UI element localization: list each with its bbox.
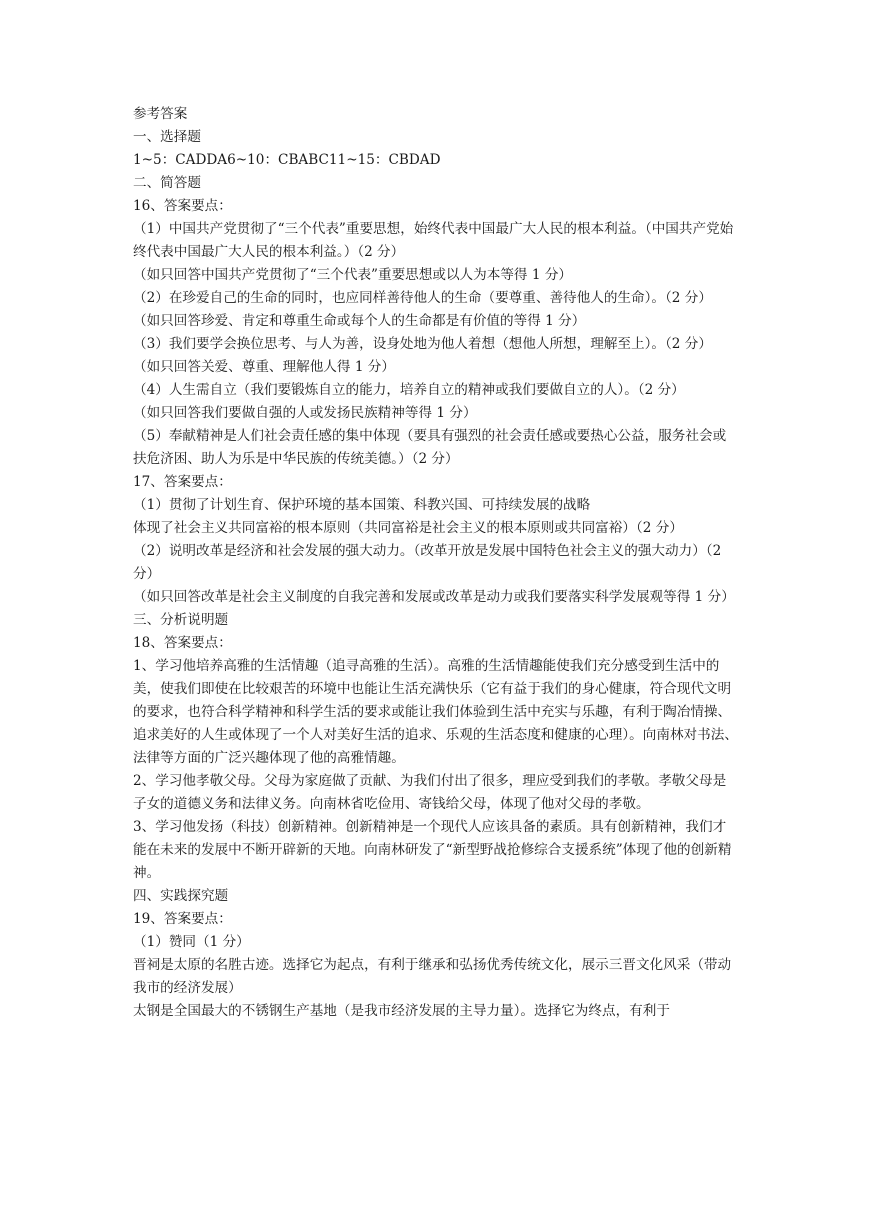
answer-line: （如只回答我们要做自强的人或发扬民族精神等得 1 分）	[133, 405, 477, 421]
answer-line: （2）说明改革是经济和社会发展的强大动力。（改革开放是发展中国特色社会主义的强大动力）（2 分）	[133, 543, 722, 582]
section-heading: 四、实践探究题	[133, 888, 229, 904]
answer-line: （如只回答珍爱、肯定和尊重生命或每个人的生命都是有价值的等得 1 分）	[133, 313, 586, 329]
answer-line: （1）贯彻了计划生育、保护环境的基本国策、科教兴国、可持续发展的战略	[133, 497, 591, 513]
answer-line: （1）中国共产党贯彻了“三个代表”重要思想，始终代表中国最广大人民的根本利益。（中国共产党始终代表中国最广大人民的根本利益。）（2 分）	[133, 221, 734, 260]
section-heading: 二、简答题	[133, 175, 201, 191]
question-heading: 18、答案要点：	[133, 635, 232, 651]
document-title: 参考答案	[133, 106, 188, 122]
answer-line: 体现了社会主义共同富裕的根本原则（共同富裕是社会主义的根本原则或共同富裕）（2 分）	[133, 520, 683, 536]
answer-line: （如只回答中国共产党贯彻了“三个代表”重要思想或以人为本等得 1 分）	[133, 267, 573, 283]
answer-line: （如只回答改革是社会主义制度的自我完善和发展或改革是动力或我们要落实科学发展观等得 1 分）	[133, 589, 735, 605]
answer-line: 太钢是全国最大的不锈钢生产基地（是我市经济发展的主导力量）。选择它为终点，有利于	[133, 1003, 670, 1019]
answer-line: （3）我们要学会换位思考、与人为善，设身处地为他人着想（想他人所想，理解至上）。（2 分）	[133, 336, 712, 352]
question-heading: 17、答案要点：	[133, 474, 232, 490]
question-heading: 19、答案要点：	[133, 911, 232, 927]
answer-line: （5）奉献精神是人们社会责任感的集中体现（要具有强烈的社会责任感或要热心公益，服务社会或扶危济困、助人为乐是中华民族的传统美德。）（2 分）	[133, 428, 727, 467]
answer-line: （如只回答关爱、尊重、理解他人得 1 分）	[133, 359, 395, 375]
answer-line: 1~5：CADDA6~10：CBABC11~15：CBDAD	[133, 152, 441, 168]
answer-line: 3、学习他发扬（科技）创新精神。创新精神是一个现代人应该具备的素质。具有创新精神，我们才能在未来的发展中不断开辟新的天地。向南林研发了“新型野战抢修综合支援系统”体现了他的创新精神。	[133, 819, 732, 881]
answer-line: 2、学习他孝敬父母。父母为家庭做了贡献、为我们付出了很多，理应受到我们的孝敬。孝敬父母是子女的道德义务和法律义务。向南林省吃俭用、寄钱给父母，体现了他对父母的孝敬。	[133, 773, 727, 812]
answer-document	[133, 103, 739, 1023]
question-heading: 16、答案要点：	[133, 198, 232, 214]
answer-line: （2）在珍爱自己的生命的同时，也应同样善待他人的生命（要尊重、善待他人的生命）。（2 分）	[133, 290, 712, 306]
answer-line: （1）赞同（1 分）	[133, 934, 250, 950]
section-heading: 三、分析说明题	[133, 612, 229, 628]
answer-line: 1、学习他培养高雅的生活情趣（追寻高雅的生活）。高雅的生活情趣能使我们充分感受到生活中的美，使我们即使在比较艰苦的环境中也能让生活充满快乐（它有益于我们的身心健康，符合现代文明的要求，也符合科学精神和科学生活的要求或能让我们体验到生活中充实与乐趣，有利于陶冶情操、追求美好的人生或体现了一个人对美好生活的追求、乐观的生活态度和健康的心理）。向南林对书法、法律等方面的广泛兴趣体现了他的高雅情趣。	[133, 658, 738, 766]
answer-line: 晋祠是太原的名胜古迹。选择它为起点，有利于继承和弘扬优秀传统文化，展示三晋文化风采（带动我市的经济发展）	[133, 957, 732, 996]
section-heading: 一、选择题	[133, 129, 201, 145]
answer-line: （4）人生需自立（我们要锻炼自立的能力，培养自立的精神或我们要做自立的人）。（2 分）	[133, 382, 685, 398]
